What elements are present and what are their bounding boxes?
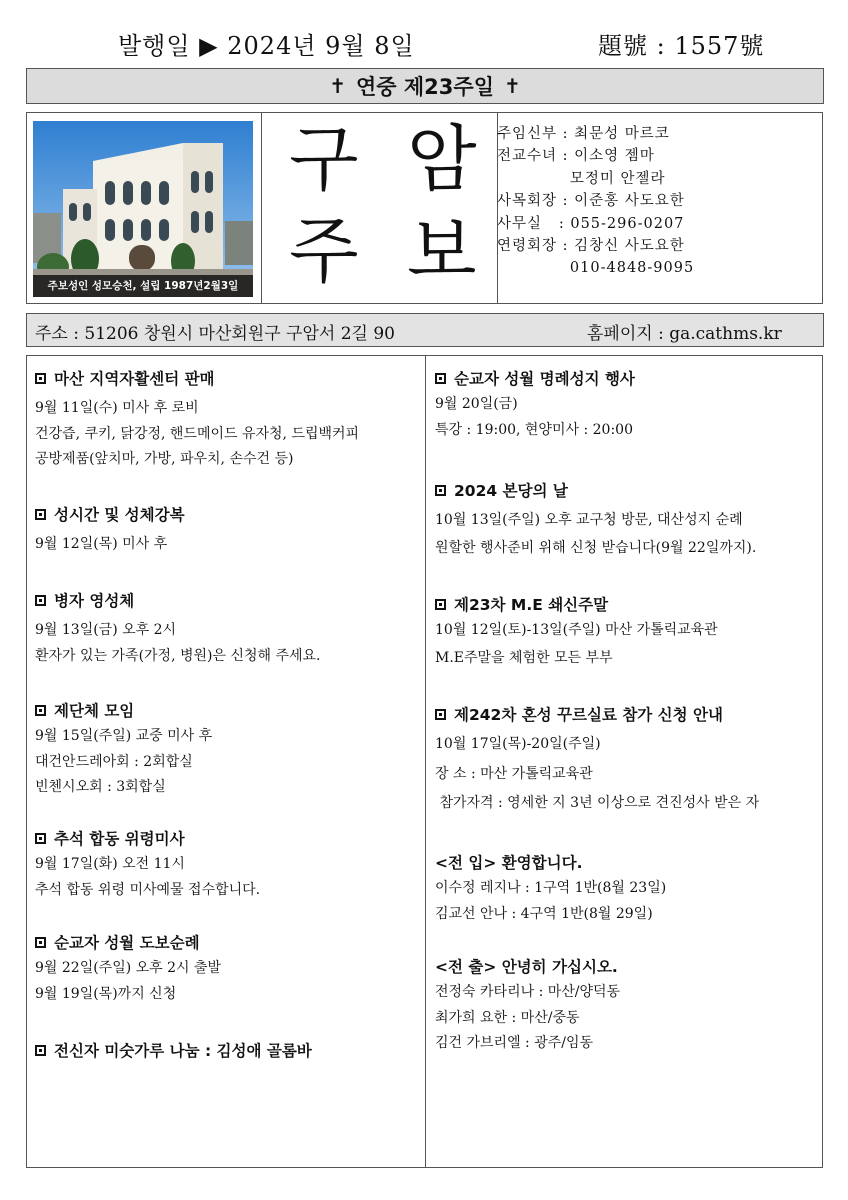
section-title: 제단체 모임 bbox=[54, 702, 135, 720]
column-divider bbox=[425, 356, 426, 1167]
section-line: 김건 가브리엘 : 광주/임동 bbox=[435, 1035, 594, 1051]
section-title: 성시간 및 성체강복 bbox=[54, 506, 185, 524]
section-line: 9월 13일(금) 오후 2시 bbox=[35, 622, 177, 638]
square-bullet-icon bbox=[35, 1045, 46, 1056]
masthead bbox=[26, 112, 823, 304]
name-char: 구 bbox=[289, 117, 359, 201]
announcement-section bbox=[35, 502, 420, 558]
section-line: 장 소 : 마산 가톨릭교육관 bbox=[435, 765, 593, 782]
photo-frame bbox=[27, 113, 262, 303]
section-line: 9월 12일(목) 미사 후 bbox=[35, 536, 168, 552]
section-line: 김교선 안나 : 4구역 1반(8월 29일) bbox=[435, 905, 653, 922]
section-line: 9월 17일(화) 오전 11시 bbox=[35, 856, 185, 872]
square-bullet-icon bbox=[35, 373, 46, 384]
church-photo bbox=[33, 121, 253, 297]
address-bar bbox=[26, 313, 824, 347]
welcome-section bbox=[435, 850, 820, 927]
announcement-section bbox=[435, 478, 820, 561]
section-line: 9월 15일(주일) 교중 미사 후 bbox=[35, 728, 213, 744]
staff-row: 010-4848-9095 bbox=[497, 260, 695, 277]
square-bullet-icon bbox=[35, 595, 46, 606]
staff-row: 주임신부 : 최문성 마르코 bbox=[497, 126, 670, 142]
announcement-section bbox=[35, 366, 420, 473]
section-line: 10월 12일(토)-13일(주일) 마산 가톨릭교육관 bbox=[435, 622, 718, 638]
square-bullet-icon bbox=[435, 709, 446, 720]
section-title: <전 출> 안녕히 가십시오. bbox=[435, 958, 618, 976]
section-title: 병자 영성체 bbox=[54, 592, 135, 610]
square-bullet-icon bbox=[35, 705, 46, 716]
square-bullet-icon bbox=[35, 509, 46, 520]
section-line: 전정숙 카타리나 : 마산/양덕동 bbox=[435, 984, 621, 1000]
square-bullet-icon bbox=[435, 373, 446, 384]
section-title: 2024 본당의 날 bbox=[454, 482, 568, 500]
photo-caption: 주보성인 성모승천, 설립 1987년2월3일 bbox=[33, 275, 253, 297]
staff-row: 모정미 안젤라 bbox=[497, 170, 666, 187]
square-bullet-icon bbox=[435, 599, 446, 610]
section-line: 10월 13일(주일) 오후 교구청 방문, 대산성지 순례 bbox=[435, 512, 743, 528]
page-title: 연중 제23주일 bbox=[356, 75, 494, 99]
church-building-image bbox=[33, 121, 253, 297]
announcement-section bbox=[35, 930, 420, 1007]
bulletin-name bbox=[261, 113, 498, 303]
section-title: 추석 합동 위령미사 bbox=[54, 830, 185, 848]
name-char: 암 bbox=[407, 117, 477, 201]
announcement-section bbox=[35, 1038, 420, 1064]
section-title: 제242차 혼성 꾸르실료 참가 신청 안내 bbox=[454, 706, 723, 724]
issue-number: 題號 : 1557號 bbox=[598, 32, 765, 60]
square-bullet-icon bbox=[35, 833, 46, 844]
title-bar bbox=[26, 68, 824, 104]
section-line: 특강 : 19:00, 현양미사 : 20:00 bbox=[435, 421, 633, 438]
section-line: 9월 19일(목)까지 신청 bbox=[35, 985, 177, 1002]
address: 주소 : 51206 창원시 마산회원구 구암서 2길 90 bbox=[35, 324, 395, 344]
section-line: 참가자격 : 영세한 지 3년 이상으로 견진성사 받은 자 bbox=[435, 795, 760, 811]
section-title: 순교자 성월 명례성지 행사 bbox=[454, 370, 635, 388]
announcement-section bbox=[35, 826, 420, 903]
homepage-link[interactable]: 홈페이지 : ga.cathms.kr bbox=[587, 324, 782, 344]
section-title: 순교자 성월 도보순례 bbox=[54, 934, 200, 952]
section-line: 환자가 있는 가족(가정, 병원)은 신청해 주세요. bbox=[35, 647, 321, 664]
publication-date: 발행일 ▶ 2024년 9월 8일 bbox=[118, 32, 415, 60]
staff-list bbox=[497, 123, 817, 280]
announcement-section bbox=[435, 366, 820, 443]
staff-row: 사목회장 : 이준홍 사도요한 bbox=[497, 193, 685, 210]
farewell-section bbox=[435, 954, 820, 1057]
name-char: 주 bbox=[289, 209, 359, 293]
section-line: 이수정 레지나 : 1구역 1반(8월 23일) bbox=[435, 880, 667, 896]
section-title: 제23차 M.E 쇄신주말 bbox=[454, 596, 609, 614]
cross-icon: ✝ bbox=[329, 74, 347, 98]
section-line: 원할한 행사준비 위해 신청 받습니다(9월 22일까지). bbox=[435, 539, 757, 556]
section-line: 건강즙, 쿠키, 닭강정, 핸드메이드 유자청, 드립백커피 bbox=[35, 425, 360, 442]
section-title: <전 입> 환영합니다. bbox=[435, 854, 583, 872]
section-line: 9월 22일(주일) 오후 2시 출발 bbox=[35, 960, 222, 976]
section-title: 전신자 미숫가루 나눔 : 김성애 골롬바 bbox=[54, 1042, 312, 1060]
section-line: 최가희 요한 : 마산/중동 bbox=[435, 1009, 580, 1026]
section-line: 대건안드레아회 : 2회합실 bbox=[35, 753, 193, 770]
staff-row: 사무실 : 055-296-0207 bbox=[497, 215, 685, 232]
section-line: 빈첸시오회 : 3회합실 bbox=[35, 779, 166, 795]
section-line: 공방제품(앞치마, 가방, 파우치, 손수건 등) bbox=[35, 451, 294, 467]
name-char: 보 bbox=[407, 209, 477, 293]
announcement-section bbox=[435, 592, 820, 671]
section-line: 추석 합동 위령 미사예물 접수합니다. bbox=[35, 881, 261, 898]
section-line: 9월 20일(금) bbox=[435, 396, 518, 412]
announcements bbox=[26, 355, 823, 1168]
staff-row: 연령회장 : 김창신 사도요한 bbox=[497, 237, 685, 254]
cross-icon: ✝ bbox=[503, 74, 521, 98]
announcement-section bbox=[435, 702, 820, 817]
announcement-section bbox=[35, 588, 420, 669]
staff-row: 전교수녀 : 이소영 젬마 bbox=[497, 148, 655, 165]
square-bullet-icon bbox=[35, 937, 46, 948]
section-title: 마산 지역자활센터 판매 bbox=[54, 370, 215, 388]
section-line: M.E주말을 체험한 모든 부부 bbox=[435, 649, 613, 666]
section-line: 9월 11일(수) 미사 후 로비 bbox=[35, 400, 199, 416]
square-bullet-icon bbox=[435, 485, 446, 496]
section-line: 10월 17일(목)-20일(주일) bbox=[435, 736, 601, 752]
announcement-section bbox=[35, 698, 420, 801]
